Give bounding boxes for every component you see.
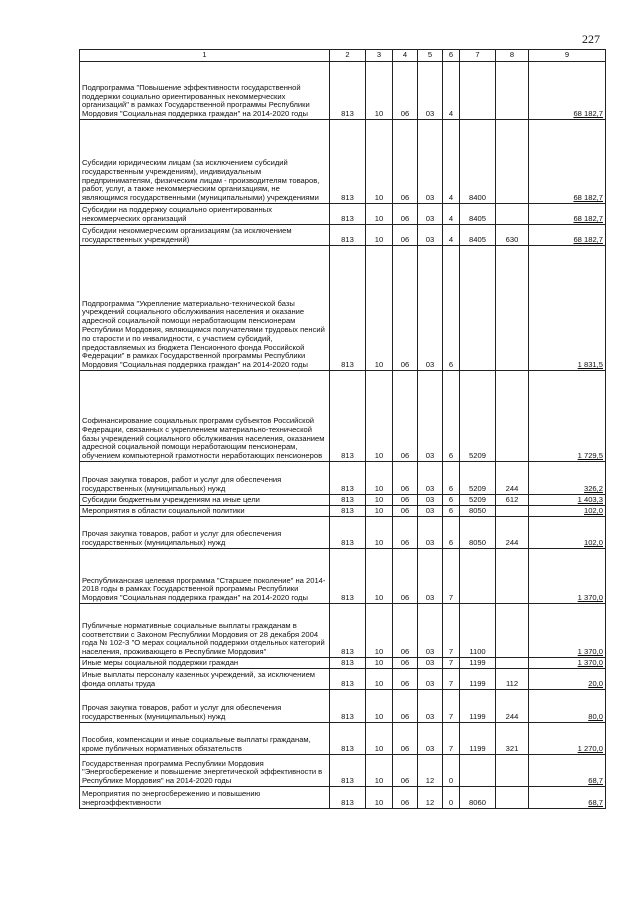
- col-3-cell: 10: [366, 246, 393, 371]
- table-row: [80, 371, 606, 462]
- col-5-cell: 03: [418, 495, 443, 506]
- col-5-cell: 03: [418, 371, 443, 462]
- col-8-cell: [496, 658, 529, 669]
- col-8-cell: 630: [496, 225, 529, 246]
- table-row: [80, 120, 606, 204]
- amount-cell: 80,0: [529, 690, 606, 723]
- col-7-cell: 1199: [460, 669, 496, 690]
- col-8-cell: 244: [496, 690, 529, 723]
- col-3-cell: 10: [366, 371, 393, 462]
- amount-cell: 326,2: [529, 462, 606, 495]
- col-5-cell: 03: [418, 506, 443, 517]
- page-number: 227: [582, 32, 600, 46]
- col-7-cell: 8060: [460, 787, 496, 809]
- col-6-cell: 6: [443, 495, 460, 506]
- col-4-cell: 06: [393, 371, 418, 462]
- col-8-cell: 244: [496, 517, 529, 549]
- header-cell: 6: [443, 50, 460, 62]
- col-7-cell: 1199: [460, 658, 496, 669]
- col-4-cell: 06: [393, 690, 418, 723]
- table-row: [80, 549, 606, 604]
- col-7-cell: [460, 246, 496, 371]
- col-3-cell: 10: [366, 690, 393, 723]
- col-6-cell: 0: [443, 755, 460, 787]
- amount-cell: 102,0: [529, 506, 606, 517]
- amount-cell: 68 182,7: [529, 62, 606, 120]
- col-7-cell: 8050: [460, 506, 496, 517]
- header-cell: 1: [80, 50, 330, 62]
- col-4-cell: 06: [393, 755, 418, 787]
- col-5-cell: 03: [418, 225, 443, 246]
- col-5-cell: 03: [418, 669, 443, 690]
- col-3-cell: 10: [366, 755, 393, 787]
- header-cell: 4: [393, 50, 418, 62]
- header-cell: 5: [418, 50, 443, 62]
- col-4-cell: 06: [393, 204, 418, 225]
- col-8-cell: 612: [496, 495, 529, 506]
- col-8-cell: [496, 62, 529, 120]
- col-2-cell: 813: [330, 225, 366, 246]
- col-5-cell: 03: [418, 204, 443, 225]
- col-6-cell: 7: [443, 723, 460, 755]
- col-3-cell: 10: [366, 462, 393, 495]
- col-5-cell: 03: [418, 517, 443, 549]
- col-7-cell: [460, 549, 496, 604]
- col-6-cell: 7: [443, 604, 460, 658]
- col-7-cell: 8400: [460, 120, 496, 204]
- col-8-cell: [496, 204, 529, 225]
- col-6-cell: 0: [443, 787, 460, 809]
- row-name: Мероприятия по энергосбережению и повышению энергоэффективности: [80, 787, 330, 809]
- col-2-cell: 813: [330, 120, 366, 204]
- col-3-cell: 10: [366, 204, 393, 225]
- row-name: Прочая закупка товаров, работ и услуг для обеспечения государственных (муниципальных) нужд: [80, 462, 330, 495]
- amount-cell: 1 831,5: [529, 246, 606, 371]
- row-name: Софинансирование социальных программ субъектов Российской Федерации, связанных с укреплением материально-технической базы учреждений социального обслуживания населения, оказанием адресной социальной помощи неработающим пенсионерам, обучением компьютерной грамотности неработающих пенсионеров: [80, 371, 330, 462]
- amount-cell: 68,7: [529, 787, 606, 809]
- col-7-cell: 5209: [460, 495, 496, 506]
- col-2-cell: 813: [330, 669, 366, 690]
- col-8-cell: [496, 506, 529, 517]
- row-name: Субсидии на поддержку социально ориентированных некоммерческих организаций: [80, 204, 330, 225]
- col-8-cell: 321: [496, 723, 529, 755]
- col-2-cell: 813: [330, 723, 366, 755]
- table-row: [80, 604, 606, 658]
- table-row: [80, 787, 606, 809]
- col-6-cell: 7: [443, 658, 460, 669]
- col-5-cell: 12: [418, 787, 443, 809]
- col-3-cell: 10: [366, 517, 393, 549]
- header-cell: 2: [330, 50, 366, 62]
- row-name: Прочая закупка товаров, работ и услуг для обеспечения государственных (муниципальных) нужд: [80, 517, 330, 549]
- row-name: Республиканская целевая программа "Старшее поколение" на 2014-2018 годы в рамках Государственной программы Республики Мордовия "Социальная поддержка граждан" на 2014-2020 годы: [80, 549, 330, 604]
- col-2-cell: 813: [330, 755, 366, 787]
- col-8-cell: 112: [496, 669, 529, 690]
- col-8-cell: [496, 604, 529, 658]
- amount-cell: 1 270,0: [529, 723, 606, 755]
- col-7-cell: 5209: [460, 371, 496, 462]
- col-2-cell: 813: [330, 658, 366, 669]
- table-row: [80, 690, 606, 723]
- col-3-cell: 10: [366, 723, 393, 755]
- col-5-cell: 03: [418, 120, 443, 204]
- header-row: [80, 50, 606, 62]
- col-2-cell: 813: [330, 62, 366, 120]
- col-8-cell: [496, 755, 529, 787]
- amount-cell: 1 370,0: [529, 658, 606, 669]
- col-8-cell: [496, 246, 529, 371]
- col-2-cell: 813: [330, 549, 366, 604]
- col-4-cell: 06: [393, 246, 418, 371]
- col-2-cell: 813: [330, 495, 366, 506]
- col-3-cell: 10: [366, 669, 393, 690]
- amount-cell: 1 729,5: [529, 371, 606, 462]
- col-4-cell: 06: [393, 495, 418, 506]
- row-name: Подпрограмма "Повышение эффективности государственной поддержки социально ориентированных некоммерческих организаций" в рамках Государственной программы Республики Мордовия "Социальная поддержка граждан" на 2014-2020 годы: [80, 62, 330, 120]
- col-5-cell: 03: [418, 549, 443, 604]
- col-7-cell: 8050: [460, 517, 496, 549]
- col-3-cell: 10: [366, 506, 393, 517]
- amount-cell: 68 182,7: [529, 204, 606, 225]
- col-3-cell: 10: [366, 120, 393, 204]
- table-row: [80, 658, 606, 669]
- col-4-cell: 06: [393, 120, 418, 204]
- col-6-cell: 6: [443, 246, 460, 371]
- col-4-cell: 06: [393, 723, 418, 755]
- col-4-cell: 06: [393, 517, 418, 549]
- table-row: [80, 495, 606, 506]
- col-2-cell: 813: [330, 506, 366, 517]
- header-cell: 7: [460, 50, 496, 62]
- col-2-cell: 813: [330, 517, 366, 549]
- amount-cell: 68 182,7: [529, 225, 606, 246]
- col-4-cell: 06: [393, 462, 418, 495]
- col-5-cell: 03: [418, 690, 443, 723]
- col-8-cell: [496, 787, 529, 809]
- col-7-cell: 1100: [460, 604, 496, 658]
- col-6-cell: 6: [443, 517, 460, 549]
- table-row: [80, 246, 606, 371]
- amount-cell: 20,0: [529, 669, 606, 690]
- col-4-cell: 06: [393, 658, 418, 669]
- table-body: [80, 62, 606, 809]
- col-8-cell: [496, 120, 529, 204]
- col-8-cell: [496, 371, 529, 462]
- row-name: Пособия, компенсации и иные социальные выплаты гражданам, кроме публичных нормативных обязательств: [80, 723, 330, 755]
- col-4-cell: 06: [393, 669, 418, 690]
- row-name: Подпрограмма "Укрепление материально-технической базы учреждений социального обслуживания населения и оказание адресной социальной помощи неработающим пенсионерам Республики Мордовия, являющимся получателями трудовых пенсий по старости и по инвалидности, с участием субсидий, предоставляемых из бюджета Пенсионного фонда Российской Федерации" в рамках Государственной программы Республики Мордовия "Социальная поддержка граждан" на 2014-2020 годы: [80, 246, 330, 371]
- row-name: Иные меры социальной поддержки граждан: [80, 658, 330, 669]
- header-cell: 9: [529, 50, 606, 62]
- col-7-cell: [460, 62, 496, 120]
- amount-cell: 68,7: [529, 755, 606, 787]
- header-cell: 8: [496, 50, 529, 62]
- col-5-cell: 03: [418, 604, 443, 658]
- amount-cell: 102,0: [529, 517, 606, 549]
- col-6-cell: 4: [443, 225, 460, 246]
- row-name: Субсидии бюджетным учреждениям на иные цели: [80, 495, 330, 506]
- col-7-cell: 1199: [460, 690, 496, 723]
- col-5-cell: 03: [418, 246, 443, 371]
- col-8-cell: 244: [496, 462, 529, 495]
- col-5-cell: 03: [418, 723, 443, 755]
- col-5-cell: 03: [418, 462, 443, 495]
- col-3-cell: 10: [366, 495, 393, 506]
- col-3-cell: 10: [366, 62, 393, 120]
- col-3-cell: 10: [366, 225, 393, 246]
- row-name: Государственная программа Республики Мордовия "Энергосбережение и повышение энергетической эффективности в Республике Мордовия" на 2014-2020 годы: [80, 755, 330, 787]
- col-7-cell: 1199: [460, 723, 496, 755]
- table-row: [80, 506, 606, 517]
- row-name: Публичные нормативные социальные выплаты гражданам в соответствии с Законом Республики Мордовия от 28 декабря 2004 года № 102-З "О мерах социальной поддержки отдельных категорий населения, проживающего в Республике Мордовия": [80, 604, 330, 658]
- col-4-cell: 06: [393, 549, 418, 604]
- table-row: [80, 225, 606, 246]
- table-row: [80, 62, 606, 120]
- table-row: [80, 755, 606, 787]
- col-2-cell: 813: [330, 204, 366, 225]
- col-7-cell: [460, 755, 496, 787]
- col-3-cell: 10: [366, 604, 393, 658]
- col-6-cell: 4: [443, 120, 460, 204]
- col-6-cell: 4: [443, 62, 460, 120]
- row-name: Прочая закупка товаров, работ и услуг для обеспечения государственных (муниципальных) нужд: [80, 690, 330, 723]
- col-3-cell: 10: [366, 549, 393, 604]
- col-5-cell: 03: [418, 658, 443, 669]
- col-2-cell: 813: [330, 246, 366, 371]
- header-cell: 3: [366, 50, 393, 62]
- col-5-cell: 03: [418, 62, 443, 120]
- amount-cell: 1 370,0: [529, 549, 606, 604]
- col-6-cell: 4: [443, 204, 460, 225]
- col-3-cell: 10: [366, 787, 393, 809]
- col-4-cell: 06: [393, 787, 418, 809]
- col-4-cell: 06: [393, 225, 418, 246]
- table-row: [80, 723, 606, 755]
- col-6-cell: 6: [443, 371, 460, 462]
- table-row: [80, 517, 606, 549]
- col-2-cell: 813: [330, 604, 366, 658]
- col-6-cell: 7: [443, 690, 460, 723]
- col-4-cell: 06: [393, 506, 418, 517]
- amount-cell: 68 182,7: [529, 120, 606, 204]
- table-row: [80, 669, 606, 690]
- row-name: Субсидии некоммерческим организациям (за исключением государственных учреждений): [80, 225, 330, 246]
- col-2-cell: 813: [330, 462, 366, 495]
- col-2-cell: 813: [330, 787, 366, 809]
- col-6-cell: 7: [443, 669, 460, 690]
- col-6-cell: 6: [443, 462, 460, 495]
- amount-cell: 1 403,3: [529, 495, 606, 506]
- budget-table: [79, 49, 606, 809]
- col-7-cell: 8405: [460, 204, 496, 225]
- col-7-cell: 5209: [460, 462, 496, 495]
- row-name: Мероприятия в области социальной политики: [80, 506, 330, 517]
- amount-cell: 1 370,0: [529, 604, 606, 658]
- col-2-cell: 813: [330, 371, 366, 462]
- col-7-cell: 8405: [460, 225, 496, 246]
- col-2-cell: 813: [330, 690, 366, 723]
- row-name: Субсидии юридическим лицам (за исключением субсидий государственным учреждениям), индивидуальным предпринимателям, физическим лицам - производителям товаров, работ, услуг, а также некоммерческим организациям, не являющимся государственными (муниципальными) учреждениями: [80, 120, 330, 204]
- col-3-cell: 10: [366, 658, 393, 669]
- row-name: Иные выплаты персоналу казенных учреждений, за исключением фонда оплаты труда: [80, 669, 330, 690]
- table-row: [80, 462, 606, 495]
- col-8-cell: [496, 549, 529, 604]
- col-4-cell: 06: [393, 604, 418, 658]
- col-4-cell: 06: [393, 62, 418, 120]
- table-row: [80, 204, 606, 225]
- col-6-cell: 7: [443, 549, 460, 604]
- col-5-cell: 12: [418, 755, 443, 787]
- col-6-cell: 6: [443, 506, 460, 517]
